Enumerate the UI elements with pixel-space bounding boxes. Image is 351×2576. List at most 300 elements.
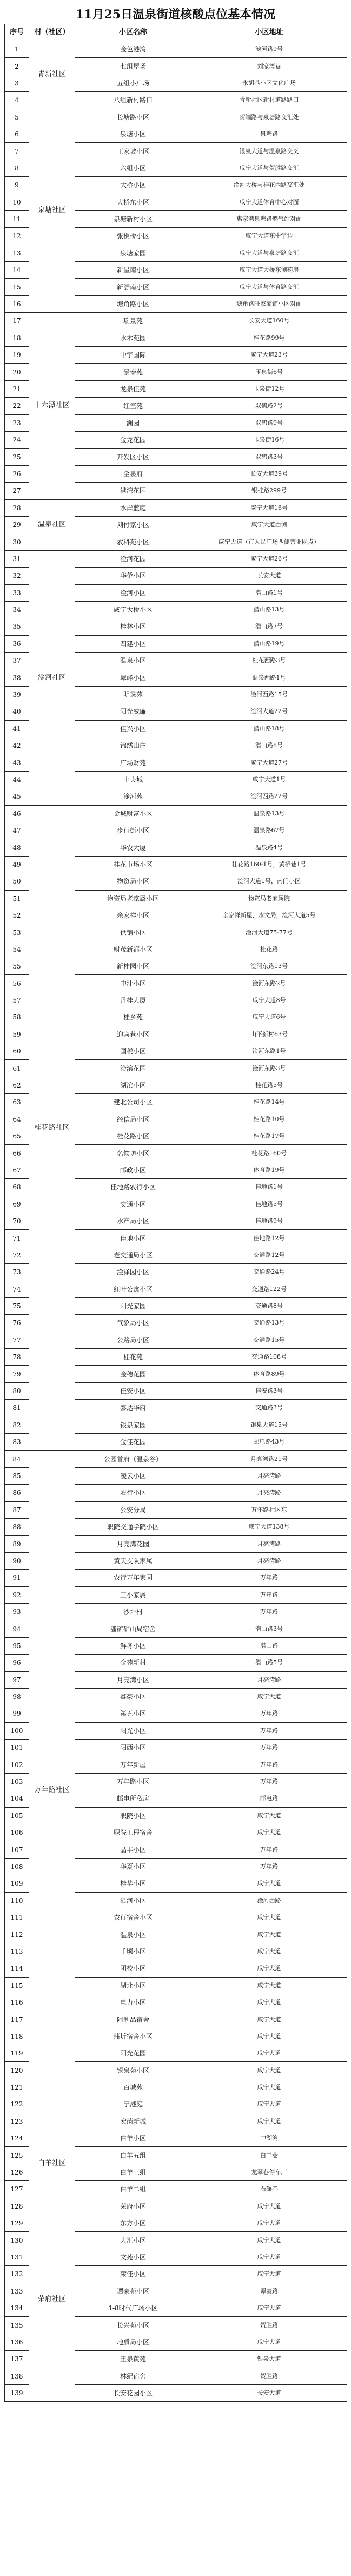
estate-name-cell: 国税小区 xyxy=(75,1043,191,1060)
estate-name-cell: 文苑小区 xyxy=(75,2249,191,2265)
estate-address-cell: 中湖湾 xyxy=(191,2130,347,2147)
row-index: 91 xyxy=(5,1570,29,1586)
estate-address-cell: 交通路8号 xyxy=(191,1297,347,1314)
estate-name-cell: 农行宿舍小区 xyxy=(75,1909,191,1926)
estate-name-cell: 黄天支队家属 xyxy=(75,1552,191,1569)
row-index: 63 xyxy=(5,1094,29,1111)
row-index: 65 xyxy=(5,1128,29,1145)
row-index: 9 xyxy=(5,177,29,194)
row-index: 29 xyxy=(5,516,29,533)
estate-address-cell: 咸宁大道 xyxy=(191,1977,347,1994)
row-index: 33 xyxy=(5,584,29,601)
row-index: 92 xyxy=(5,1586,29,1603)
estate-name-cell: 月亮湾小区 xyxy=(75,1671,191,1688)
row-index: 126 xyxy=(5,2164,29,2180)
estate-address-cell: 温泉路4号 xyxy=(191,839,347,856)
estate-name-cell: 银泉家园 xyxy=(75,1417,191,1433)
estate-name-cell: 四建小区 xyxy=(75,635,191,652)
estate-name-cell: 交通小区 xyxy=(75,1196,191,1213)
estate-name-cell: 湖北小区 xyxy=(75,1977,191,1994)
estate-name-cell: 职院工程宿舍 xyxy=(75,1824,191,1841)
estate-address-cell: 咸宁大道 xyxy=(191,1875,347,1892)
estate-name-cell: 建北公司小区 xyxy=(75,1094,191,1111)
row-index: 12 xyxy=(5,228,29,245)
row-index: 13 xyxy=(5,245,29,261)
row-index: 98 xyxy=(5,1688,29,1705)
estate-name-cell: 瑞景苑 xyxy=(75,313,191,330)
estate-address-cell: 淦河东路2号 xyxy=(191,975,347,992)
estate-name-cell: 刘付家小区 xyxy=(75,516,191,533)
estate-name-cell: 大桥小区 xyxy=(75,177,191,194)
estate-name-cell: 职院交通学院小区 xyxy=(75,1518,191,1535)
estate-name-cell: 广场财苑 xyxy=(75,754,191,771)
estate-address-cell: 咸宁大道 xyxy=(191,2198,347,2215)
estate-address-cell: 佳地路9号 xyxy=(191,1213,347,1229)
estate-address-cell: 双鹤路3号 xyxy=(191,449,347,465)
estate-address-cell: 淦河大道1号，南门小区 xyxy=(191,873,347,890)
estate-address-cell: 淦河大道75-77号 xyxy=(191,924,347,941)
row-index: 38 xyxy=(5,669,29,686)
estate-name-cell: 水产局小区 xyxy=(75,1213,191,1229)
row-index: 86 xyxy=(5,1485,29,1501)
row-index: 93 xyxy=(5,1603,29,1620)
estate-address-cell: 青新社区新村道路路口 xyxy=(191,92,347,109)
estate-address-cell: 万年路 xyxy=(191,1586,347,1603)
estate-name-cell: 步行街小区 xyxy=(75,822,191,839)
estate-name-cell: 明珠苑 xyxy=(75,686,191,703)
estate-address-cell: 龙翠巷停车厂 xyxy=(191,2164,347,2180)
estate-name-cell: 桂林小区 xyxy=(75,618,191,635)
row-index: 43 xyxy=(5,754,29,771)
estate-name-cell: 淦河小区 xyxy=(75,584,191,601)
community-cell: 淦河社区 xyxy=(29,550,75,805)
row-index: 133 xyxy=(5,2283,29,2300)
row-index: 3 xyxy=(5,75,29,91)
row-index: 51 xyxy=(5,890,29,907)
estate-name-cell: 桂华小区 xyxy=(75,1875,191,1892)
estate-address-cell: 万年路 xyxy=(191,1841,347,1858)
estate-name-cell: 邮电所私房 xyxy=(75,1790,191,1807)
estate-name-cell: 白羊五组 xyxy=(75,2147,191,2164)
estate-address-cell: 银泉大道 xyxy=(191,2351,347,2368)
estate-name-cell: 金泉府 xyxy=(75,465,191,482)
estate-address-cell: 贺端路与泉塘路交汇处 xyxy=(191,109,347,126)
row-index: 49 xyxy=(5,856,29,873)
estate-address-cell: 咸宁大道 xyxy=(191,2249,347,2265)
estate-address-cell: 潜山路18号 xyxy=(191,720,347,737)
row-index: 124 xyxy=(5,2130,29,2147)
estate-name-cell: 阳光小区 xyxy=(75,1722,191,1739)
row-index: 4 xyxy=(5,92,29,109)
row-index: 127 xyxy=(5,2181,29,2198)
estate-address-cell: 体育路19号 xyxy=(191,1162,347,1178)
estate-address-cell: 咸宁大道 xyxy=(191,2334,347,2350)
estate-name-cell: 淦滨花园 xyxy=(75,1060,191,1077)
estate-address-cell: 万年路 xyxy=(191,1722,347,1739)
estate-name-cell: 五组小广场 xyxy=(75,75,191,91)
estate-name-cell: 职院小区 xyxy=(75,1807,191,1824)
row-index: 109 xyxy=(5,1875,29,1892)
estate-name-cell: 沙坪村 xyxy=(75,1603,191,1620)
estate-address-cell: 滨河路9号 xyxy=(191,41,347,58)
row-index: 14 xyxy=(5,262,29,279)
row-index: 87 xyxy=(5,1501,29,1518)
row-index: 128 xyxy=(5,2198,29,2215)
estate-name-cell: 万年新屋 xyxy=(75,1756,191,1773)
row-index: 70 xyxy=(5,1213,29,1229)
row-index: 134 xyxy=(5,2300,29,2316)
row-index: 102 xyxy=(5,1756,29,1773)
estate-name-cell: 桂花市场小区 xyxy=(75,856,191,873)
estate-address-cell: 咸宁大道 xyxy=(191,1926,347,1943)
estate-address-cell: 咸宁大道 xyxy=(191,2045,347,2062)
row-index: 118 xyxy=(5,2028,29,2045)
estate-name-cell: 张板桥小区 xyxy=(75,228,191,245)
estate-name-cell: 咸宁大桥小区 xyxy=(75,601,191,618)
table-header-row xyxy=(5,24,347,41)
estate-address-cell: 万年路 xyxy=(191,1570,347,1586)
row-index: 79 xyxy=(5,1366,29,1382)
estate-address-cell: 淦河东路1号 xyxy=(191,1043,347,1060)
estate-name-cell: 华侨小区 xyxy=(75,568,191,584)
row-index: 28 xyxy=(5,499,29,516)
row-index: 101 xyxy=(5,1740,29,1756)
estate-address-cell: 咸宁大道 xyxy=(191,2232,347,2249)
estate-address-cell: 咸宁大道 xyxy=(191,2113,347,2130)
row-index: 18 xyxy=(5,330,29,346)
estate-name-cell: 千顷小区 xyxy=(75,1943,191,1960)
estate-address-cell: 交通路108号 xyxy=(191,1349,347,1366)
estate-address-cell: 交通路13号 xyxy=(191,1315,347,1332)
estate-name-cell: 塘角路小区 xyxy=(75,295,191,312)
estate-name-cell: 华农大厦 xyxy=(75,839,191,856)
estate-address-cell: 咸宁大道大桥东侧药房 xyxy=(191,262,347,279)
row-index: 137 xyxy=(5,2351,29,2368)
row-index: 35 xyxy=(5,618,29,635)
estate-name-cell: 财茂新都小区 xyxy=(75,941,191,958)
row-index: 71 xyxy=(5,1230,29,1247)
estate-name-cell: 水岸蓝庭 xyxy=(75,499,191,516)
estate-address-cell: 桂花路99号 xyxy=(191,330,347,346)
row-index: 119 xyxy=(5,2045,29,2062)
row-index: 77 xyxy=(5,1332,29,1348)
row-index: 90 xyxy=(5,1552,29,1569)
estate-address-cell: 泉塘路 xyxy=(191,126,347,142)
estate-address-cell: 潜山路8号 xyxy=(191,737,347,754)
estate-name-cell: 潘矿矿山局宿舍 xyxy=(75,1620,191,1637)
row-index: 47 xyxy=(5,822,29,839)
estate-address-cell: 月亮湾路21号 xyxy=(191,1451,347,1467)
estate-address-cell: 咸宁大道 xyxy=(191,1909,347,1926)
table-row xyxy=(5,1451,347,1467)
header-estate-address: 小区地址 xyxy=(191,24,347,41)
estate-address-cell: 咸宁大道27号 xyxy=(191,754,347,771)
estate-address-cell: 淦河西路15号 xyxy=(191,686,347,703)
header-index: 序号 xyxy=(5,24,29,41)
estate-address-cell: 万年路 xyxy=(191,1603,347,1620)
row-index: 103 xyxy=(5,1773,29,1790)
row-index: 136 xyxy=(5,2334,29,2350)
row-index: 48 xyxy=(5,839,29,856)
row-index: 41 xyxy=(5,720,29,737)
row-index: 69 xyxy=(5,1196,29,1213)
row-index: 116 xyxy=(5,1994,29,2011)
estate-name-cell: 泉塘新村小区 xyxy=(75,210,191,227)
estate-address-cell: 咸宁大道 xyxy=(191,2215,347,2232)
row-index: 100 xyxy=(5,1722,29,1739)
table-row xyxy=(5,109,347,126)
estate-name-cell: 八组新村路口 xyxy=(75,92,191,109)
estate-address-cell: 咸宁大道 xyxy=(191,1688,347,1705)
estate-address-cell: 咸宁大道 xyxy=(191,1994,347,2011)
row-index: 95 xyxy=(5,1637,29,1654)
estate-name-cell: 电力小区 xyxy=(75,1994,191,2011)
estate-address-cell: 温泉西路1号 xyxy=(191,669,347,686)
estate-address-cell: 桂花西路3号 xyxy=(191,653,347,669)
table-row xyxy=(5,550,347,567)
estate-name-cell: 佳安小区 xyxy=(75,1382,191,1399)
row-index: 36 xyxy=(5,635,29,652)
estate-address-cell: 潜山路3号 xyxy=(191,1620,347,1637)
row-index: 27 xyxy=(5,483,29,499)
row-index: 84 xyxy=(5,1451,29,1467)
estate-address-cell: 淦河东路3号 xyxy=(191,1060,347,1077)
estate-name-cell: 经信局小区 xyxy=(75,1111,191,1128)
row-index: 94 xyxy=(5,1620,29,1637)
estate-address-cell: 长安大道 xyxy=(191,2384,347,2401)
row-index: 46 xyxy=(5,805,29,822)
estate-name-cell: 湖滨小区 xyxy=(75,1077,191,1093)
row-index: 97 xyxy=(5,1671,29,1688)
row-index: 122 xyxy=(5,2096,29,2113)
estate-name-cell: 东方小区 xyxy=(75,2215,191,2232)
estate-address-cell: 谭豪路 xyxy=(191,2283,347,2300)
row-index: 2 xyxy=(5,58,29,75)
row-index: 61 xyxy=(5,1060,29,1077)
estate-name-cell: 开发区小区 xyxy=(75,449,191,465)
estate-name-cell: 农科苑小区 xyxy=(75,533,191,550)
estate-name-cell: 桂乡苑 xyxy=(75,1009,191,1026)
row-index: 99 xyxy=(5,1705,29,1722)
estate-address-cell: 咸宁大道 xyxy=(191,1824,347,1841)
estate-address-cell: 月亮湾路 xyxy=(191,1671,347,1688)
estate-address-cell: 交通路122号 xyxy=(191,1281,347,1297)
row-index: 88 xyxy=(5,1518,29,1535)
estate-address-cell: 贺胜路 xyxy=(191,2368,347,2384)
estate-address-cell: 长安大道39号 xyxy=(191,465,347,482)
estate-name-cell: 林纪宿舍 xyxy=(75,2368,191,2384)
row-index: 20 xyxy=(5,364,29,380)
row-index: 89 xyxy=(5,1536,29,1552)
estate-address-cell: 交通路15号 xyxy=(191,1332,347,1348)
row-index: 19 xyxy=(5,347,29,364)
estate-name-cell: 沿河小区 xyxy=(75,1892,191,1909)
estate-name-cell: 翠峰小区 xyxy=(75,669,191,686)
row-index: 54 xyxy=(5,941,29,958)
row-index: 82 xyxy=(5,1417,29,1433)
row-index: 110 xyxy=(5,1892,29,1909)
estate-address-cell: 银泉大道15号 xyxy=(191,1417,347,1433)
estate-name-cell: 月亮湾花园 xyxy=(75,1536,191,1552)
estate-name-cell: 中宇国际 xyxy=(75,347,191,364)
estate-address-cell: 咸宁大道 xyxy=(191,1807,347,1824)
estate-address-cell: 桂花路 xyxy=(191,941,347,958)
row-index: 105 xyxy=(5,1807,29,1824)
estate-address-cell: 咸宁大道西侧 xyxy=(191,516,347,533)
estate-name-cell: 公园首府（温泉谷） xyxy=(75,1451,191,1467)
estate-address-cell: 淦河西路22号 xyxy=(191,788,347,805)
row-index: 59 xyxy=(5,1026,29,1043)
estate-address-cell: 咸宁大道 xyxy=(191,1943,347,1960)
estate-address-cell: 温泉路67号 xyxy=(191,822,347,839)
row-index: 75 xyxy=(5,1297,29,1314)
nucleic-test-sites-table xyxy=(4,24,347,2402)
table-body xyxy=(5,41,347,2402)
estate-address-cell: 潜山路1号 xyxy=(191,584,347,601)
row-index: 22 xyxy=(5,398,29,414)
estate-name-cell: 佳兴小区 xyxy=(75,720,191,737)
row-index: 6 xyxy=(5,126,29,142)
row-index: 37 xyxy=(5,653,29,669)
estate-address-cell: 佳安路3号 xyxy=(191,1382,347,1399)
estate-name-cell: 鲜冬小区 xyxy=(75,1637,191,1654)
estate-name-cell: 物资局小区 xyxy=(75,873,191,890)
estate-name-cell: 华夏小区 xyxy=(75,1858,191,1875)
estate-name-cell: 长兴苑小区 xyxy=(75,2317,191,2334)
estate-name-cell: 金龙花园 xyxy=(75,431,191,448)
estate-address-cell: 佳地路5号 xyxy=(191,1196,347,1213)
estate-address-cell: 咸宁大道与泉塘路交汇 xyxy=(191,245,347,261)
estate-name-cell: 澜园 xyxy=(75,414,191,431)
estate-address-cell: 咸宁大道1号 xyxy=(191,771,347,788)
row-index: 112 xyxy=(5,1926,29,1943)
community-cell: 十六潭社区 xyxy=(29,313,75,499)
estate-address-cell: 双鹤路2号 xyxy=(191,398,347,414)
table-row xyxy=(5,2198,347,2215)
row-index: 31 xyxy=(5,550,29,567)
estate-address-cell: 温泉路13号 xyxy=(191,805,347,822)
estate-name-cell: 万年路小区 xyxy=(75,1773,191,1790)
estate-name-cell: 荣佳小区 xyxy=(75,2266,191,2283)
estate-name-cell: 宏菌新城 xyxy=(75,2113,191,2130)
header-estate-name: 小区名称 xyxy=(75,24,191,41)
row-index: 17 xyxy=(5,313,29,330)
row-index: 60 xyxy=(5,1043,29,1060)
table-row xyxy=(5,499,347,516)
estate-name-cell: 大汇小区 xyxy=(75,2232,191,2249)
row-index: 30 xyxy=(5,533,29,550)
estate-name-cell: 桂花路小区 xyxy=(75,1128,191,1145)
community-cell: 青新社区 xyxy=(29,41,75,109)
row-index: 23 xyxy=(5,414,29,431)
estate-address-cell: 交通路3号 xyxy=(191,1400,347,1417)
row-index: 107 xyxy=(5,1841,29,1858)
estate-name-cell: 白羊二组 xyxy=(75,2181,191,2198)
estate-address-cell: 潜山路5号 xyxy=(191,1655,347,1671)
estate-name-cell: 宁港庭 xyxy=(75,2096,191,2113)
row-index: 52 xyxy=(5,907,29,924)
row-index: 108 xyxy=(5,1858,29,1875)
community-cell: 桂花路社区 xyxy=(29,805,75,1451)
estate-address-cell: 淦河东路13号 xyxy=(191,958,347,975)
estate-name-cell: 红叶公寓小区 xyxy=(75,1281,191,1297)
estate-address-cell: 物资局老家属院 xyxy=(191,890,347,907)
row-index: 113 xyxy=(5,1943,29,1960)
estate-name-cell: 农行万年家园 xyxy=(75,1570,191,1586)
estate-name-cell: 鑫豪小区 xyxy=(75,1688,191,1705)
estate-name-cell: 第五小区 xyxy=(75,1705,191,1722)
estate-address-cell: 玉泉街16号 xyxy=(191,431,347,448)
estate-address-cell: 交通路24号 xyxy=(191,1264,347,1281)
estate-address-cell: 桂花路160号 xyxy=(191,1145,347,1162)
row-index: 53 xyxy=(5,924,29,941)
estate-name-cell: 农行小区 xyxy=(75,1485,191,1501)
estate-name-cell: 晶丰小区 xyxy=(75,1841,191,1858)
community-cell: 温泉社区 xyxy=(29,499,75,550)
estate-name-cell: 佳地路农行小区 xyxy=(75,1179,191,1196)
estate-address-cell: 万年路社区东 xyxy=(191,1501,347,1518)
row-index: 74 xyxy=(5,1281,29,1297)
estate-address-cell: 潜山路13号 xyxy=(191,601,347,618)
estate-name-cell: 红竺苑 xyxy=(75,398,191,414)
row-index: 58 xyxy=(5,1009,29,1026)
row-index: 1 xyxy=(5,41,29,58)
estate-name-cell: 三小家属 xyxy=(75,1586,191,1603)
estate-name-cell: 丹桂大厦 xyxy=(75,992,191,1009)
estate-name-cell: 老交通局小区 xyxy=(75,1247,191,1263)
estate-address-cell: 塘角路旺家商铺小区对面 xyxy=(191,295,347,312)
estate-address-cell: 咸宁大道 xyxy=(191,2266,347,2283)
estate-name-cell: 中央城 xyxy=(75,771,191,788)
estate-name-cell: 公路局小区 xyxy=(75,1332,191,1348)
row-index: 111 xyxy=(5,1909,29,1926)
estate-name-cell: 气象局小区 xyxy=(75,1315,191,1332)
estate-address-cell: 咸宁大道16号 xyxy=(191,499,347,516)
row-index: 72 xyxy=(5,1247,29,1263)
estate-address-cell: 白羊巷 xyxy=(191,2147,347,2164)
row-index: 138 xyxy=(5,2368,29,2384)
estate-address-cell: 玉泉街12号 xyxy=(191,380,347,397)
row-index: 21 xyxy=(5,380,29,397)
row-index: 132 xyxy=(5,2266,29,2283)
header-community: 村（社区） xyxy=(29,24,75,41)
row-index: 80 xyxy=(5,1382,29,1399)
estate-name-cell: 荣府小区 xyxy=(75,2198,191,2215)
row-index: 125 xyxy=(5,2147,29,2164)
table-row xyxy=(5,2130,347,2147)
row-index: 15 xyxy=(5,279,29,295)
estate-address-cell: 万年路 xyxy=(191,1858,347,1875)
estate-name-cell: 百城苑 xyxy=(75,2079,191,2096)
row-index: 67 xyxy=(5,1162,29,1178)
estate-address-cell: 咸宁大道 xyxy=(191,2028,347,2045)
estate-address-cell: 余家祥新屋，水文局，淦河大道5号 xyxy=(191,907,347,924)
table-row xyxy=(5,313,347,330)
estate-name-cell: 邮政小区 xyxy=(75,1162,191,1178)
row-index: 131 xyxy=(5,2249,29,2265)
estate-name-cell: 金城财富小区 xyxy=(75,805,191,822)
estate-name-cell: 供销小区 xyxy=(75,924,191,941)
row-index: 117 xyxy=(5,2011,29,2028)
estate-name-cell: 景泰苑 xyxy=(75,364,191,380)
estate-address-cell: 双鹤路9号 xyxy=(191,414,347,431)
estate-name-cell: 凌云小区 xyxy=(75,1467,191,1484)
estate-name-cell: 白羊小区 xyxy=(75,2130,191,2147)
row-index: 24 xyxy=(5,431,29,448)
estate-address-cell: 桂花路5号 xyxy=(191,1077,347,1093)
estate-address-cell: 万年路 xyxy=(191,1705,347,1722)
row-index: 11 xyxy=(5,210,29,227)
